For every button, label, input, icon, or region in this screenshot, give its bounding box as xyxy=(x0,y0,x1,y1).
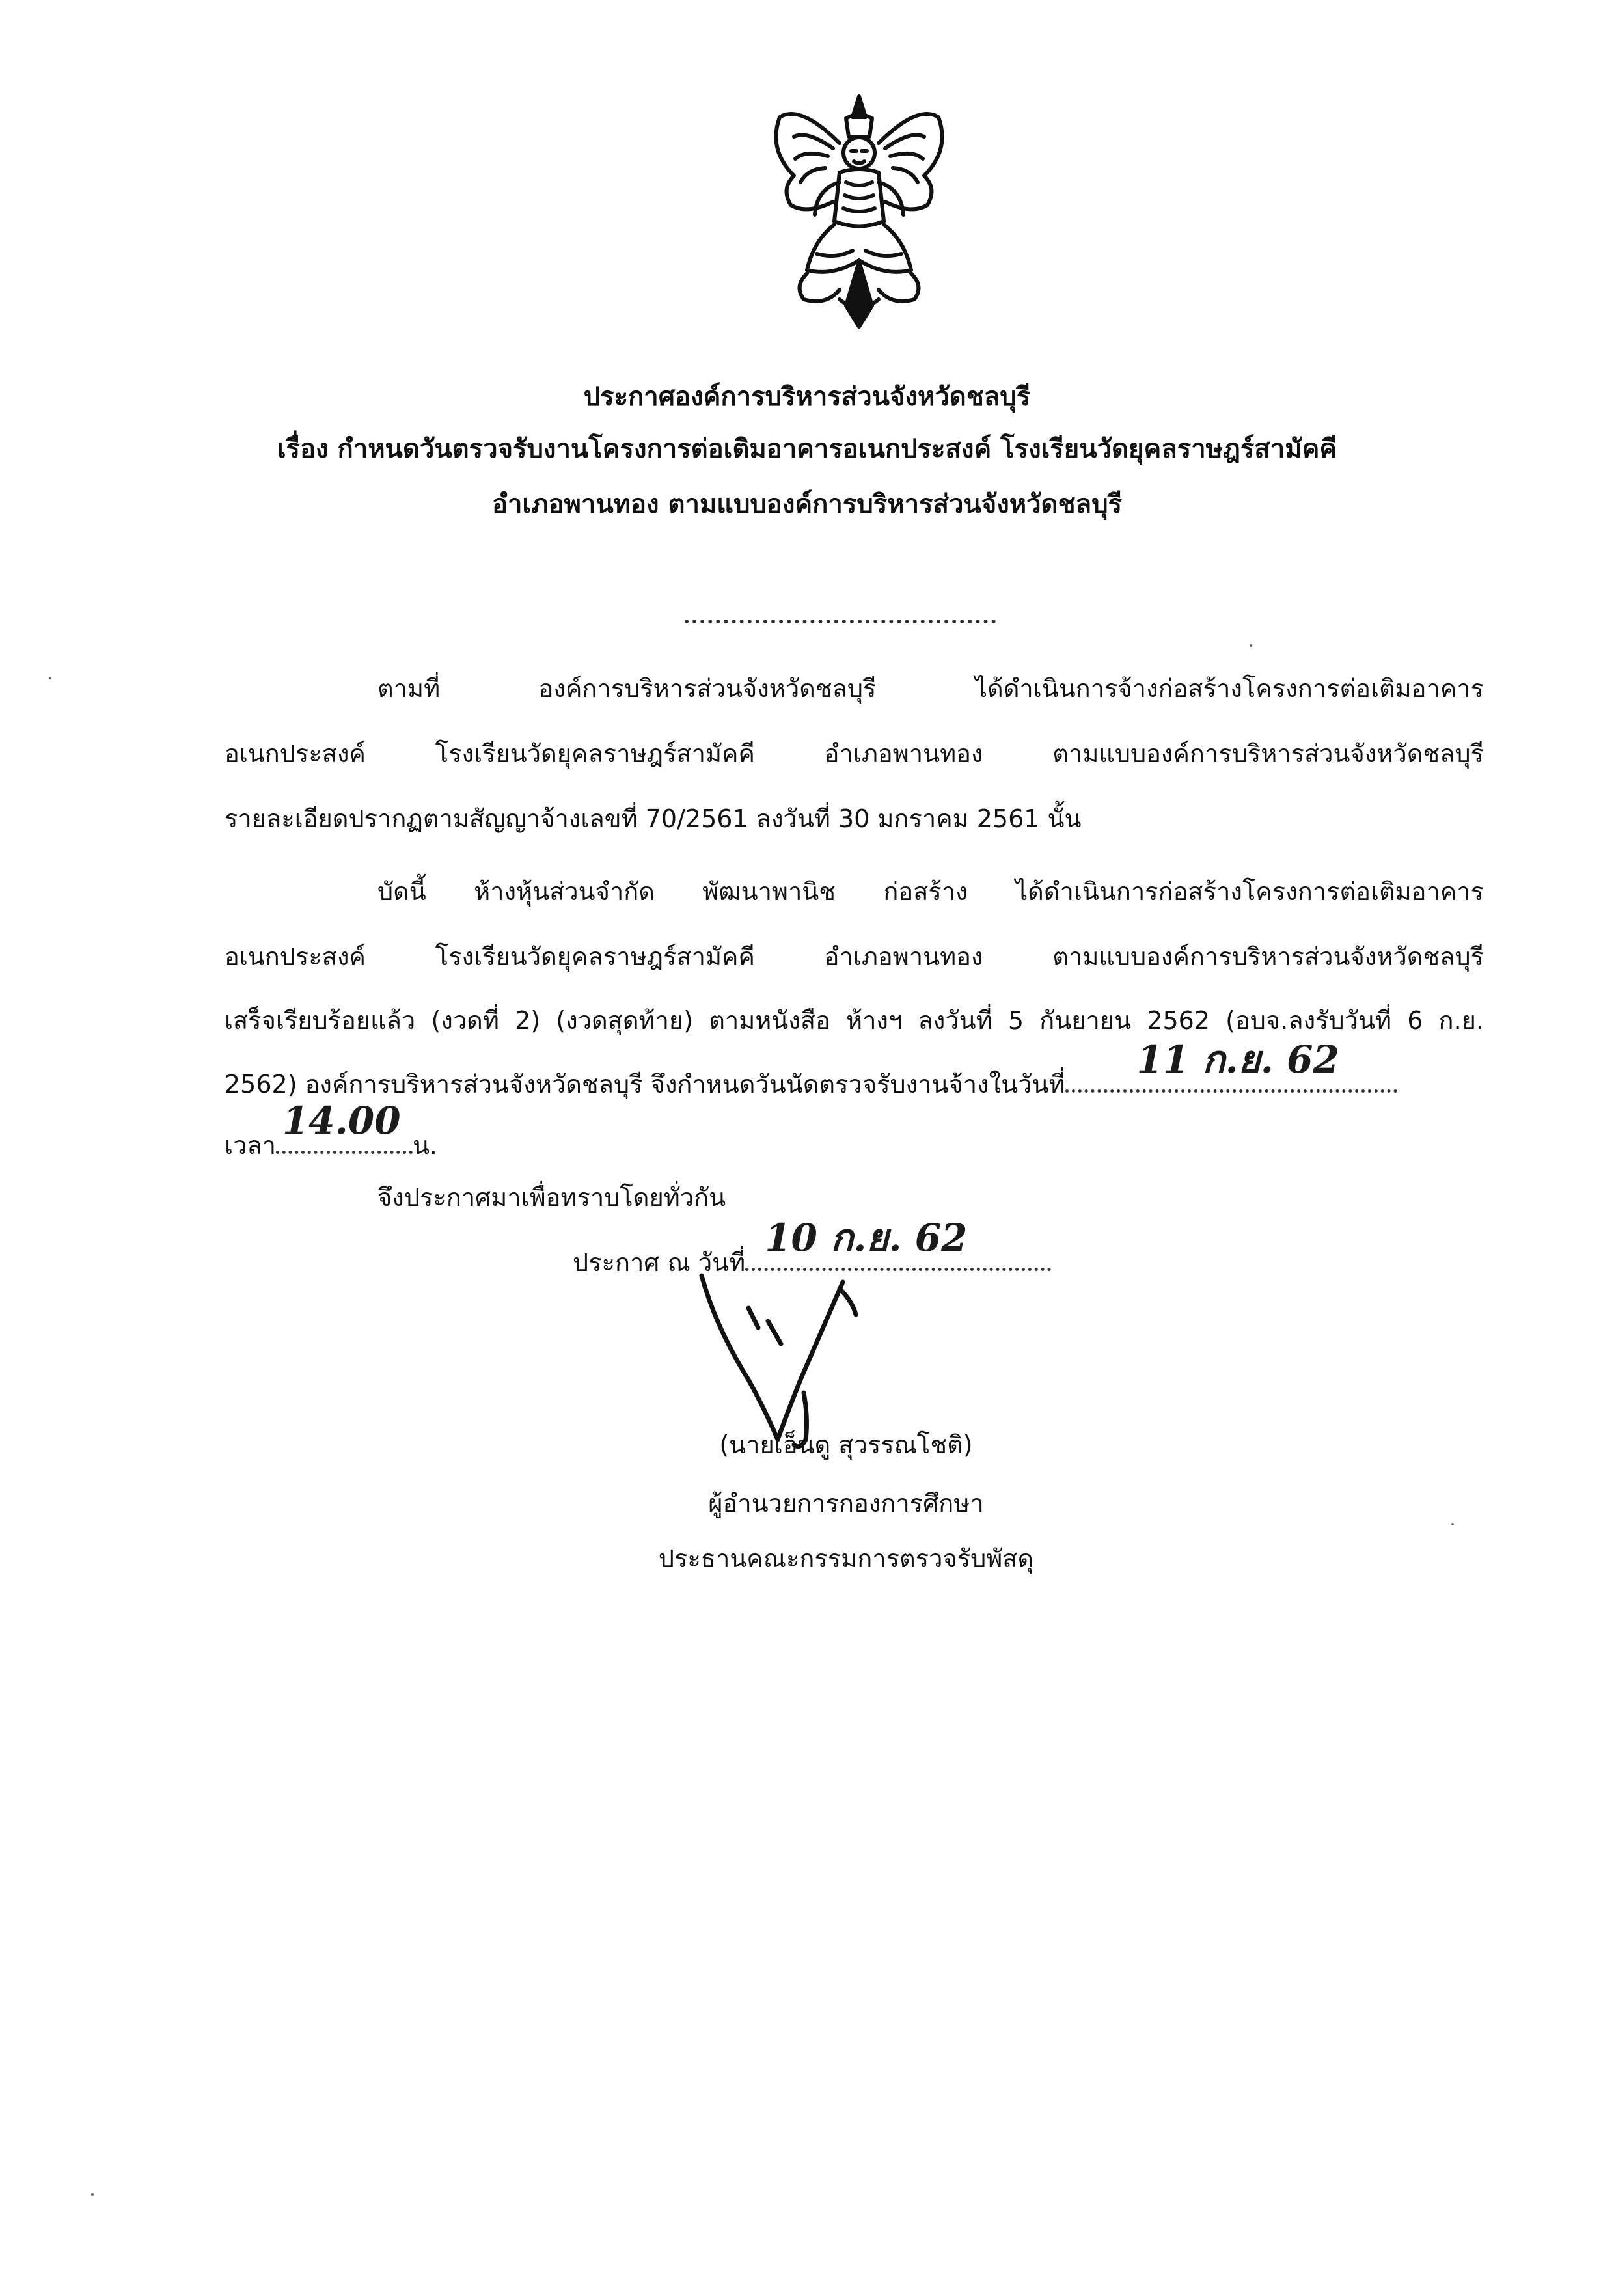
time-field xyxy=(276,1099,413,1154)
announce-date-field xyxy=(745,1216,1051,1271)
scan-speck xyxy=(91,2193,94,2196)
time-suffix: น. xyxy=(412,1131,438,1160)
signer-name: (นายเอ็นดู สุวรรณโชติ) xyxy=(719,1430,973,1459)
announce-label: ประกาศ ณ วันที่ xyxy=(573,1248,746,1277)
signer-title: ผู้อำนวยการกองการศึกษา xyxy=(708,1489,984,1518)
para2-time-line xyxy=(225,1099,438,1171)
heading-subject-cont: อำเภอพานทอง ตามแบบองค์การบริหารส่วนจังหวัดชลบุรี xyxy=(491,489,1123,519)
para1-line1: ตามที่ องค์การบริหารส่วนจังหวัดชลบุรี ได้ดำเนินการจ้างก่อสร้างโครงการต่อเติมอาคาร xyxy=(377,674,1484,703)
closing-line: จึงประกาศมาเพื่อทราบโดยทั่วกัน xyxy=(377,1183,726,1212)
inspection-date-handwritten: 11 ก.ย. 62 xyxy=(1136,1037,1339,1082)
scan-speck xyxy=(1451,1523,1454,1525)
inspection-date-field xyxy=(1065,1037,1397,1093)
para2-line3: เสร็จเรียบร้อยแล้ว (งวดที่ 2) (งวดสุดท้าย) ตามหนังสือ ห้างฯ ลงวันที่ 5 กันยายน 2562 (อบจ.ลงรับวันที่ 6 ก.ย. xyxy=(225,1006,1484,1035)
scan-speck xyxy=(1250,644,1252,647)
para2-line1: บัดนี้ ห้างหุ้นส่วนจำกัด พัฒนาพานิช ก่อสร้าง ได้ดำเนินการก่อสร้างโครงการต่อเติมอาคาร xyxy=(377,877,1484,906)
time-handwritten: 14.00 xyxy=(282,1099,401,1143)
para1-line3: รายละเอียดปรากฏตามสัญญาจ้างเลขที่ 70/2561 ลงวันที่ 30 มกราคม 2561 นั้น xyxy=(225,804,1082,833)
committee-title: ประธานคณะกรรมการตรวจรับพัสดุ xyxy=(658,1544,1034,1573)
dotted-divider xyxy=(685,620,996,623)
garuda-emblem-icon xyxy=(755,91,963,332)
heading-subject: เรื่อง กำหนดวันตรวจรับงานโครงการต่อเติมอาคารอเนกประสงค์ โรงเรียนวัดยุคลราษฎร์สามัคคี xyxy=(277,434,1337,464)
para1-line2: อเนกประสงค์ โรงเรียนวัดยุคลราษฎร์สามัคคี อำเภอพานทอง ตามแบบองค์การบริหารส่วนจังหวัดชลบุรี xyxy=(225,739,1484,768)
time-label: เวลา xyxy=(225,1131,276,1160)
announce-date-handwritten: 10 ก.ย. 62 xyxy=(765,1216,968,1260)
para2-line4-text: 2562) องค์การบริหารส่วนจังหวัดชลบุรี จึงกำหนดวันนัดตรวจรับงานจ้างในวันที่ xyxy=(225,1070,1065,1099)
heading-org-announcement: ประกาศองค์การบริหารส่วนจังหวัดชลบุรี xyxy=(583,382,1031,412)
scan-speck xyxy=(49,677,51,679)
para2-line2: อเนกประสงค์ โรงเรียนวัดยุคลราษฎร์สามัคคี อำเภอพานทอง ตามแบบองค์การบริหารส่วนจังหวัดชลบุรี xyxy=(225,942,1484,971)
